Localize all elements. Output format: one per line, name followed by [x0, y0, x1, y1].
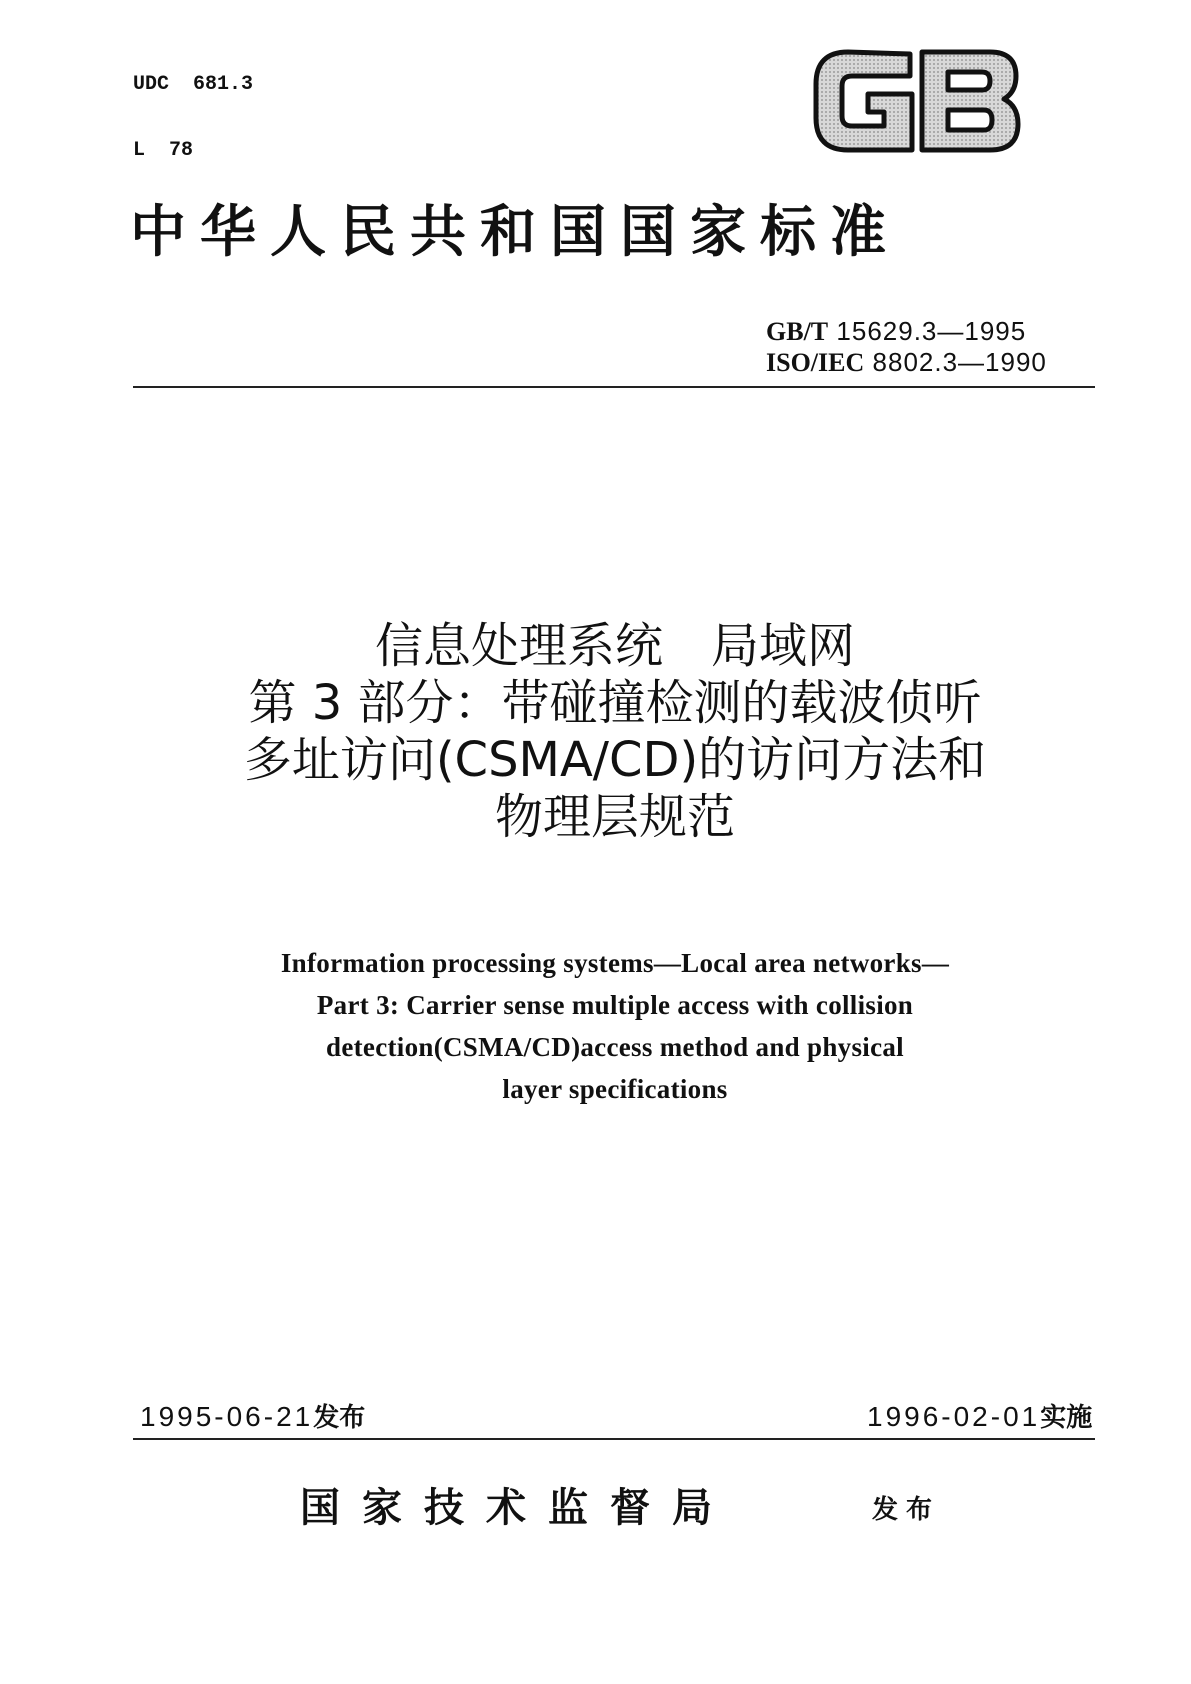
gb-prefix: GB/T [766, 317, 829, 346]
title-en-line-2: Part 3: Carrier sense multiple access with collision [316, 990, 914, 1020]
classification-codes [133, 30, 253, 184]
title-english [160, 942, 1070, 1110]
effective-label: 实施 [1040, 1403, 1093, 1433]
gb-logo [812, 46, 1022, 156]
title-en-line-1: Information processing systems—Local area networks— [280, 948, 950, 978]
gb-standard-number [766, 316, 1047, 347]
gb-number: 15629.3—1995 [836, 316, 1027, 346]
issue-date: 1995-06-21 [140, 1401, 314, 1432]
title-en-line-4: layer specifications [502, 1074, 728, 1104]
title-cn-line-1: 信息处理系统 局域网 [374, 618, 855, 674]
issuing-authority: 国家技术监督局 [300, 1484, 734, 1531]
issue-date-block [140, 1400, 365, 1435]
footer-divider [133, 1438, 1095, 1440]
effective-date: 1996-02-01 [867, 1401, 1041, 1432]
title-cn-line-2: 第 3 部分：带碰撞检测的载波侦听 [248, 675, 982, 731]
header-divider [133, 386, 1095, 388]
title-cn-line-3: 多址访问(CSMA/CD)的访问方法和 [243, 732, 987, 788]
effective-date-block [867, 1400, 1092, 1435]
title-chinese [120, 618, 1110, 846]
national-standard-heading: 中华人民共和国国家标准 [130, 199, 900, 265]
standard-numbers [766, 316, 1047, 378]
authority-publish-label: 发布 [872, 1495, 941, 1525]
title-en-line-3: detection(CSMA/CD)access method and physical [326, 1032, 904, 1062]
iso-prefix: ISO/IEC [766, 348, 865, 377]
l-code: L 78 [133, 139, 194, 162]
issue-label: 发布 [313, 1403, 366, 1433]
udc-code: UDC 681.3 [133, 73, 254, 96]
iso-number: 8802.3—1990 [872, 347, 1047, 377]
iso-standard-number [766, 347, 1047, 378]
title-cn-line-4: 物理层规范 [494, 789, 735, 845]
